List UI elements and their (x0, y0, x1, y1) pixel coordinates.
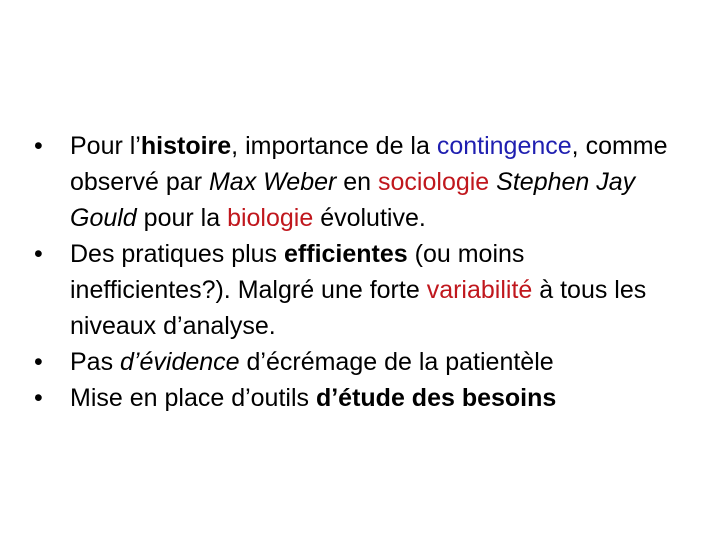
name-max-weber: Max Weber (208, 168, 337, 196)
bullet-item-practices (34, 236, 684, 344)
bullet-item-tools (34, 380, 684, 416)
text-run: (ou moins inefficientes?). Malgré une forte (70, 240, 525, 304)
text-run: Pour l’ (70, 132, 141, 160)
text-run: en (336, 168, 379, 196)
highlight-variabilite: variabilité (426, 276, 533, 304)
emphasis-efficientes: efficientes (284, 240, 408, 268)
bullet-item-history (34, 128, 684, 236)
text-run: à tous les niveaux d’analyse. (70, 276, 647, 340)
bullet-icon: • (34, 132, 43, 160)
text-run: évolutive. (313, 204, 426, 232)
bullet-item-evidence (34, 344, 684, 380)
highlight-sociologie: sociologie (378, 168, 490, 196)
emphasis-history: histoire (140, 132, 232, 160)
text-run: pour la (136, 204, 228, 232)
highlight-contingence: contingence (436, 132, 572, 160)
text-run: , importance de la (231, 132, 437, 160)
highlight-biologie: biologie (227, 204, 314, 232)
text-run: Pas (70, 348, 121, 376)
bullet-icon: • (34, 348, 43, 376)
emphasis-needs-study: d’étude des besoins (315, 384, 557, 412)
text-run: , comme observé par (70, 132, 668, 196)
bullet-icon: • (34, 240, 43, 268)
text-run: d’écrémage de la patientèle (239, 348, 554, 376)
text-run: Mise en place d’outils (70, 384, 316, 412)
bullet-icon: • (34, 384, 43, 412)
bullet-list (34, 128, 684, 416)
emphasis-evidence: d’évidence (120, 348, 240, 376)
text-run: Des pratiques plus (70, 240, 285, 268)
name-stephen-jay-gould: Stephen Jay Gould (70, 168, 636, 232)
